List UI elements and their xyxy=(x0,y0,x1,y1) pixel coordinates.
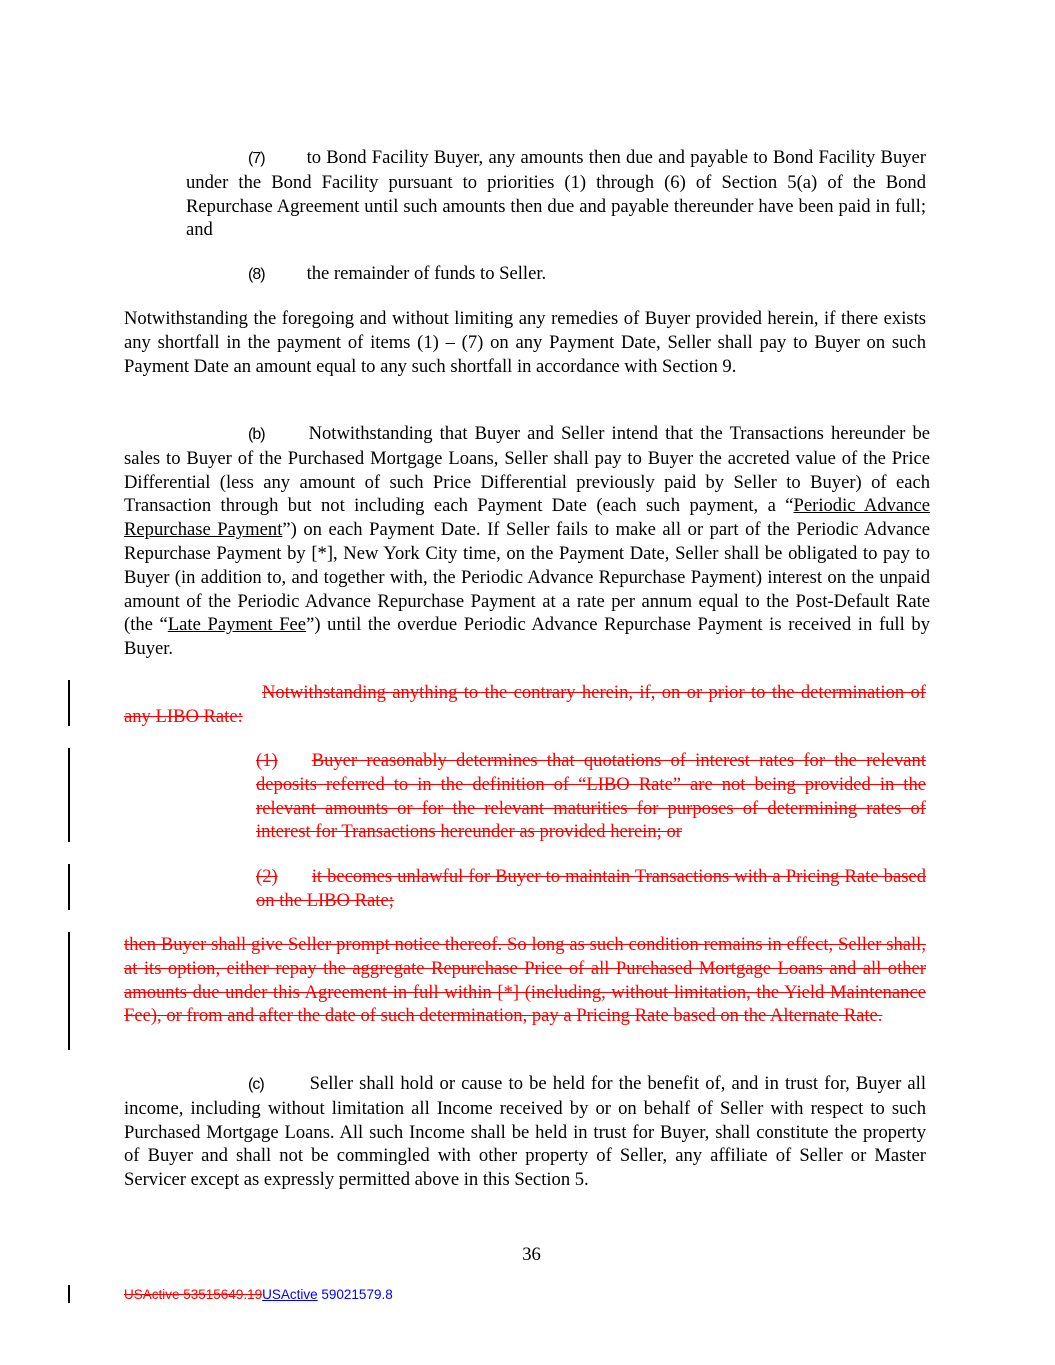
change-bar xyxy=(68,748,70,842)
change-bar xyxy=(68,1285,70,1303)
deleted-then-paragraph: then Buyer shall give Seller prompt notice thereof. So long as such condition remains in effect, Seller shall, at its option, either repay the aggregate Repurchase Price of all Purchased Mortgage Loans and all other amounts due under this Agreement in full within [*] (including, without limitation, the Yield Maintenance Fee), or from and after the date of such determination, pay a Pricing Rate based on the Alternate Rate. xyxy=(124,934,926,1027)
document-footer xyxy=(124,1287,393,1302)
clause-b-marker: (b) xyxy=(248,426,265,443)
clause-c-text: Seller shall hold or cause to be held for the benefit of, and in trust for, Buyer all income, including without limitation all Income received by or on behalf of Seller with respect to such Purchased Mortgage Loans. All such Income shall be held in trust for Buyer, shall constitute the property of Buyer and shall not be commingled with other property of Seller, any affiliate of Seller or Master Servicer except as expressly permitted above in this Section 5. xyxy=(124,1073,926,1191)
clause-7-text: to Bond Facility Buyer, any amounts then due and payable to Bond Facility Buyer under the Bond Facility pursuant to priorities (1) through (6) of Section 5(a) of the Bond Repurchase Agreement until such amounts then due and payable thereunder have been paid in full; and xyxy=(186,147,926,241)
clause-b xyxy=(124,422,930,661)
term-periodic-advance-repurchase-payment: Periodic Advance Repurchase Payment xyxy=(124,495,930,541)
deleted-item-2-marker: (2) xyxy=(256,866,278,887)
term-late-payment-fee: Late Payment Fee xyxy=(167,614,307,636)
change-bar xyxy=(68,680,70,726)
deleted-libo-intro xyxy=(124,681,926,729)
deleted-item-2-text: it becomes unlawful for Buyer to maintain Transactions with a Pricing Rate based on the LIBO Rate; xyxy=(256,866,926,911)
clause-7 xyxy=(186,146,926,242)
page-number: 36 xyxy=(522,1244,541,1265)
deleted-item-1-text: Buyer reasonably determines that quotations of interest rates for the relevant deposits referred to in the definition of “LIBO Rate” are not being provided in the relevant amounts or for the relevant maturities for purposes of determining rates of interest for Transactions hereunder as provided herein; or xyxy=(256,750,926,843)
clause-8-marker: (8) xyxy=(248,266,265,283)
clause-b-text-3: ”) until the overdue Periodic Advance Repurchase Payment is received in full by Buyer. xyxy=(124,614,930,660)
deleted-item-1 xyxy=(256,749,926,844)
change-bar xyxy=(68,932,70,1050)
change-bar xyxy=(68,864,70,910)
clause-8 xyxy=(186,262,926,287)
clause-b-text-1: Notwithstanding that Buyer and Seller intend that the Transactions hereunder be sales to Buyer of the Purchased Mortgage Loans, Seller shall pay to Buyer the accreted value of the Price Differential (less any amount of such Price Differential previously paid by Seller to Buyer) of each Transaction through but not including each Payment Date (each such payment, a “ xyxy=(124,423,930,517)
clause-7-marker: (7) xyxy=(248,150,265,167)
clause-8-text: the remainder of funds to Seller. xyxy=(306,263,547,284)
clause-c-marker: (c) xyxy=(248,1076,264,1093)
footer-old-doc-id: USActive 53515649.19 xyxy=(124,1287,263,1302)
deleted-libo-intro-text: Notwithstanding anything to the contrary herein, if, on or prior to the determination of any LIBO Rate: xyxy=(124,682,926,727)
shortfall-paragraph: Notwithstanding the foregoing and without limiting any remedies of Buyer provided herein, if there exists any shortfall in the payment of items (1) – (7) on any Payment Date, Seller shall pay to Buyer on such Payment Date an amount equal to any such shortfall in accordance with Section 9. xyxy=(124,308,926,377)
deleted-item-1-marker: (1) xyxy=(256,750,278,771)
clause-c xyxy=(124,1072,926,1192)
deleted-item-2 xyxy=(256,865,926,913)
clause-b-text-2: ”) on each Payment Date. If Seller fails to make all or part of the Periodic Advance Repurchase Payment by [*], New York City time, on the Payment Date, Seller shall be obligated to pay to Buyer (in addition to, and together with, the Periodic Advance Repurchase Payment) interest on the unpaid amount of the Periodic Advance Repurchase Payment at a rate per annum equal to the Post-Default Rate (the “ xyxy=(124,519,931,636)
footer-new-doc-link[interactable]: USActive xyxy=(262,1287,318,1302)
footer-new-doc-id: 59021579.8 xyxy=(317,1287,393,1302)
